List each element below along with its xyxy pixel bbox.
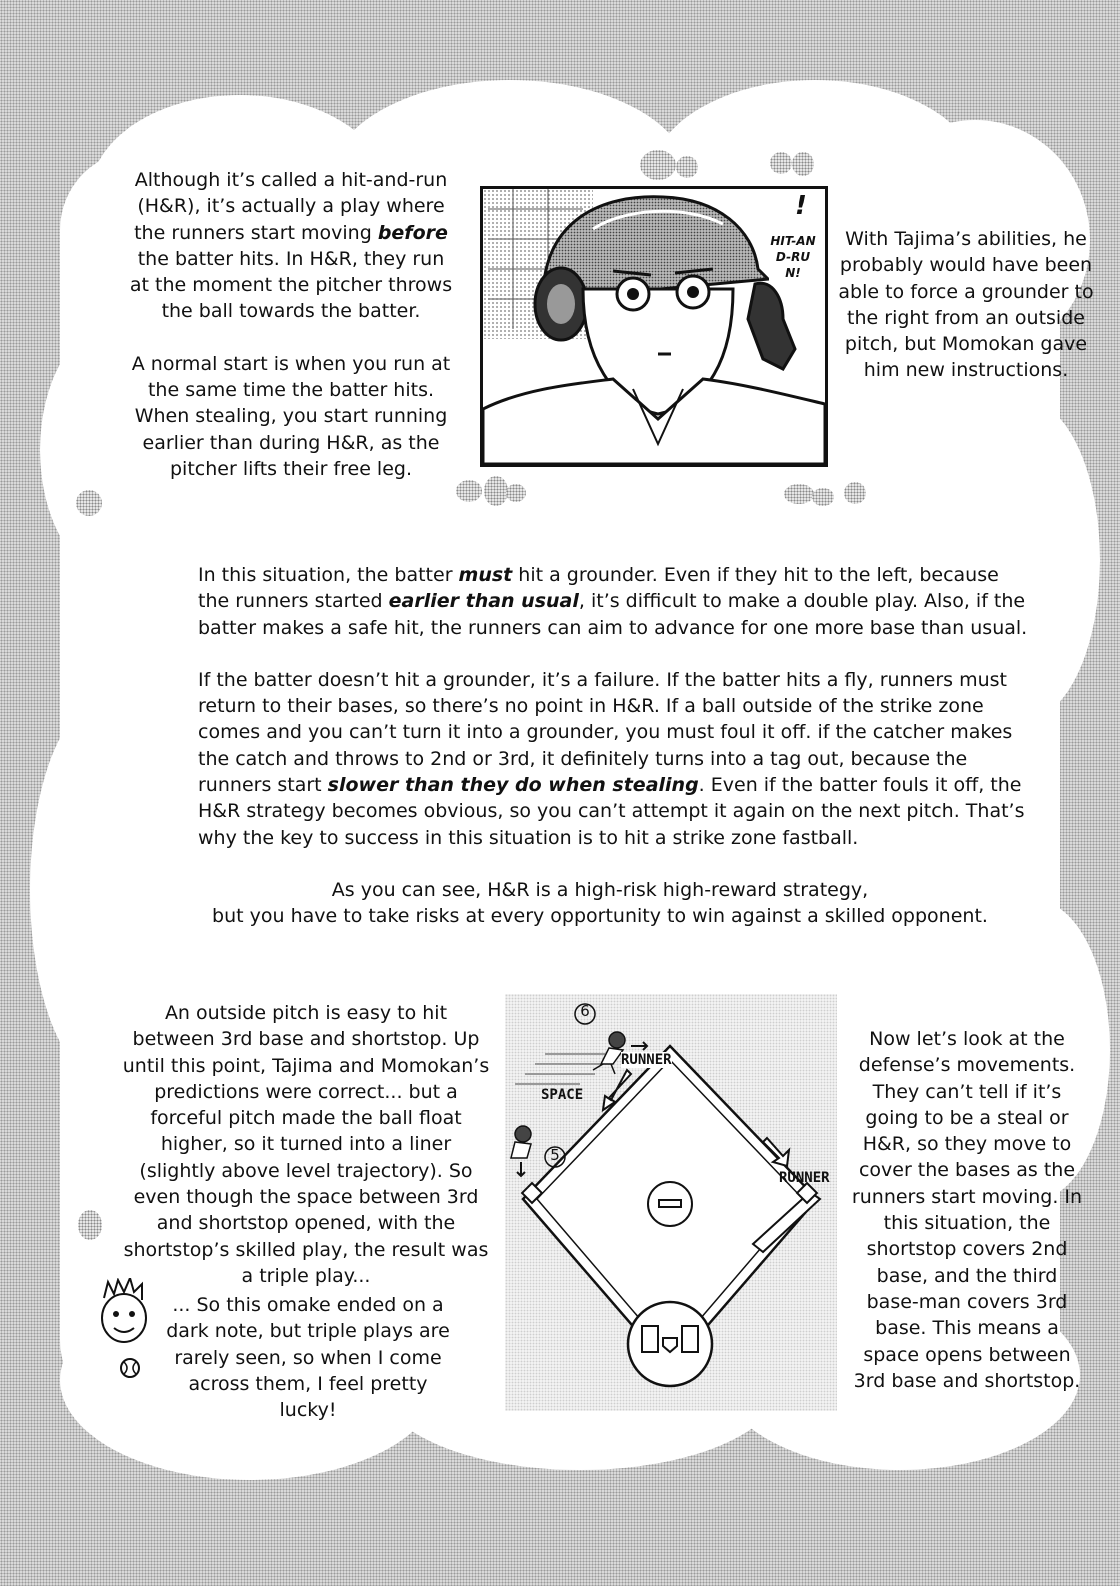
third-baseman-figure (511, 1126, 531, 1158)
manga-panel-tajima (480, 186, 828, 467)
decorative-bubble (676, 156, 698, 178)
decorative-bubble (640, 150, 676, 180)
intro-left-para-1: Although it’s called a hit-and-run (H&R), it’s actually a play where the runners start moving before the batter hits. In H&R, they run at the moment the pitcher throws the ball towards the batter. (129, 169, 453, 323)
conclusion-line-2: but you have to take risks at every opportunity to win against a skilled opponent. (212, 905, 988, 928)
decorative-bubble (76, 490, 102, 516)
exclamation-mark: ! (795, 191, 807, 221)
lower-left-closing: ... So this omake ended on a dark note, but triple plays are rarely seen, so when I come across them, I feel pretty lucky! (166, 1294, 450, 1422)
decorative-bubble (456, 480, 482, 502)
defense-diagram (505, 994, 837, 1411)
sfx-hit-and-run: HIT-AND-RUN! (770, 234, 816, 280)
decorative-bubble (784, 484, 814, 504)
lower-left-para-1: An outside pitch is easy to hit between 3rd base and shortstop. Up until this point, Tajima and Momokan’s predictions were correct... but a forceful pitch made the ball float higher, so it turned into a liner (slightly above level trajectory). So even though the space between 3rd and shortstop opened, with the shortstop’s skilled play, the result was a triple play... (122, 1002, 490, 1287)
lower-left-text (122, 1000, 490, 1289)
decorative-bubble (770, 152, 792, 174)
center-conclusion (160, 877, 1040, 930)
decorative-bubble (506, 484, 526, 502)
decorative-bubble (792, 152, 814, 176)
conclusion-line-1: As you can see, H&R is a high-risk high-reward strategy, (331, 879, 869, 901)
decorative-bubble (812, 488, 834, 506)
decorative-bubble (78, 1210, 102, 1240)
intro-left-text (128, 167, 454, 482)
space-label: SPACE (541, 1087, 584, 1103)
tajima-illustration (483, 189, 825, 464)
runner-label-right: RUNNER (779, 1170, 830, 1186)
lower-right-text: Now let’s look at the defense’s movements. They can’t tell if it’s going to be a steal or H&R, so they move to cover the bases as the runners start moving. In this situation, the shortstop covers 2nd base, and the third base-man covers 3rd base. This means a space opens between 3rd base and shortstop. (851, 1028, 1083, 1392)
body-para-1: In this situation, the batter must hit a grounder. Even if they hit to the left, because the runners started earlier than usual, it’s difficult to make a double play. Also, if the batter makes a safe hit, the runners can aim to advance for one more base than usual. (198, 564, 1028, 639)
decorative-bubble (484, 476, 508, 506)
body-para-2: If the batter doesn’t hit a grounder, it’s a failure. If the batter hits a fly, runners must return to their bases, so there’s no point in H&R. If a ball outside of the strike zone comes and you can’t turn it into a grounder, you must foul it off. if the catcher makes the catch and throws to 2nd or 3rd, it definitely turns into a tag out, because the runners start slower than they do when stealing. Even if the batter fouls it off, the H&R strategy becomes obvious, so you can’t attempt it again on the next pitch. That’s why the key to success in this situation is to hit a strike zone fastball. (198, 668, 1025, 849)
decorative-bubble (844, 482, 866, 504)
fielder-label-6: 6 (580, 1002, 590, 1020)
runner-label-top: RUNNER (621, 1052, 672, 1068)
fielder-label-5: 5 (550, 1146, 560, 1164)
main-body-text (198, 562, 1028, 877)
intro-left-para-2: A normal start is when you run at the same time the batter hits. When stealing, you start running earlier than during H&R, as the pitcher lifts their free leg. (131, 352, 451, 480)
author-avatar-sketch (96, 1278, 156, 1380)
intro-right-text: With Tajima’s abilities, he probably would have been able to force a grounder to the right from an outside pitch, but Momokan gave him new instructions. (838, 228, 1094, 382)
